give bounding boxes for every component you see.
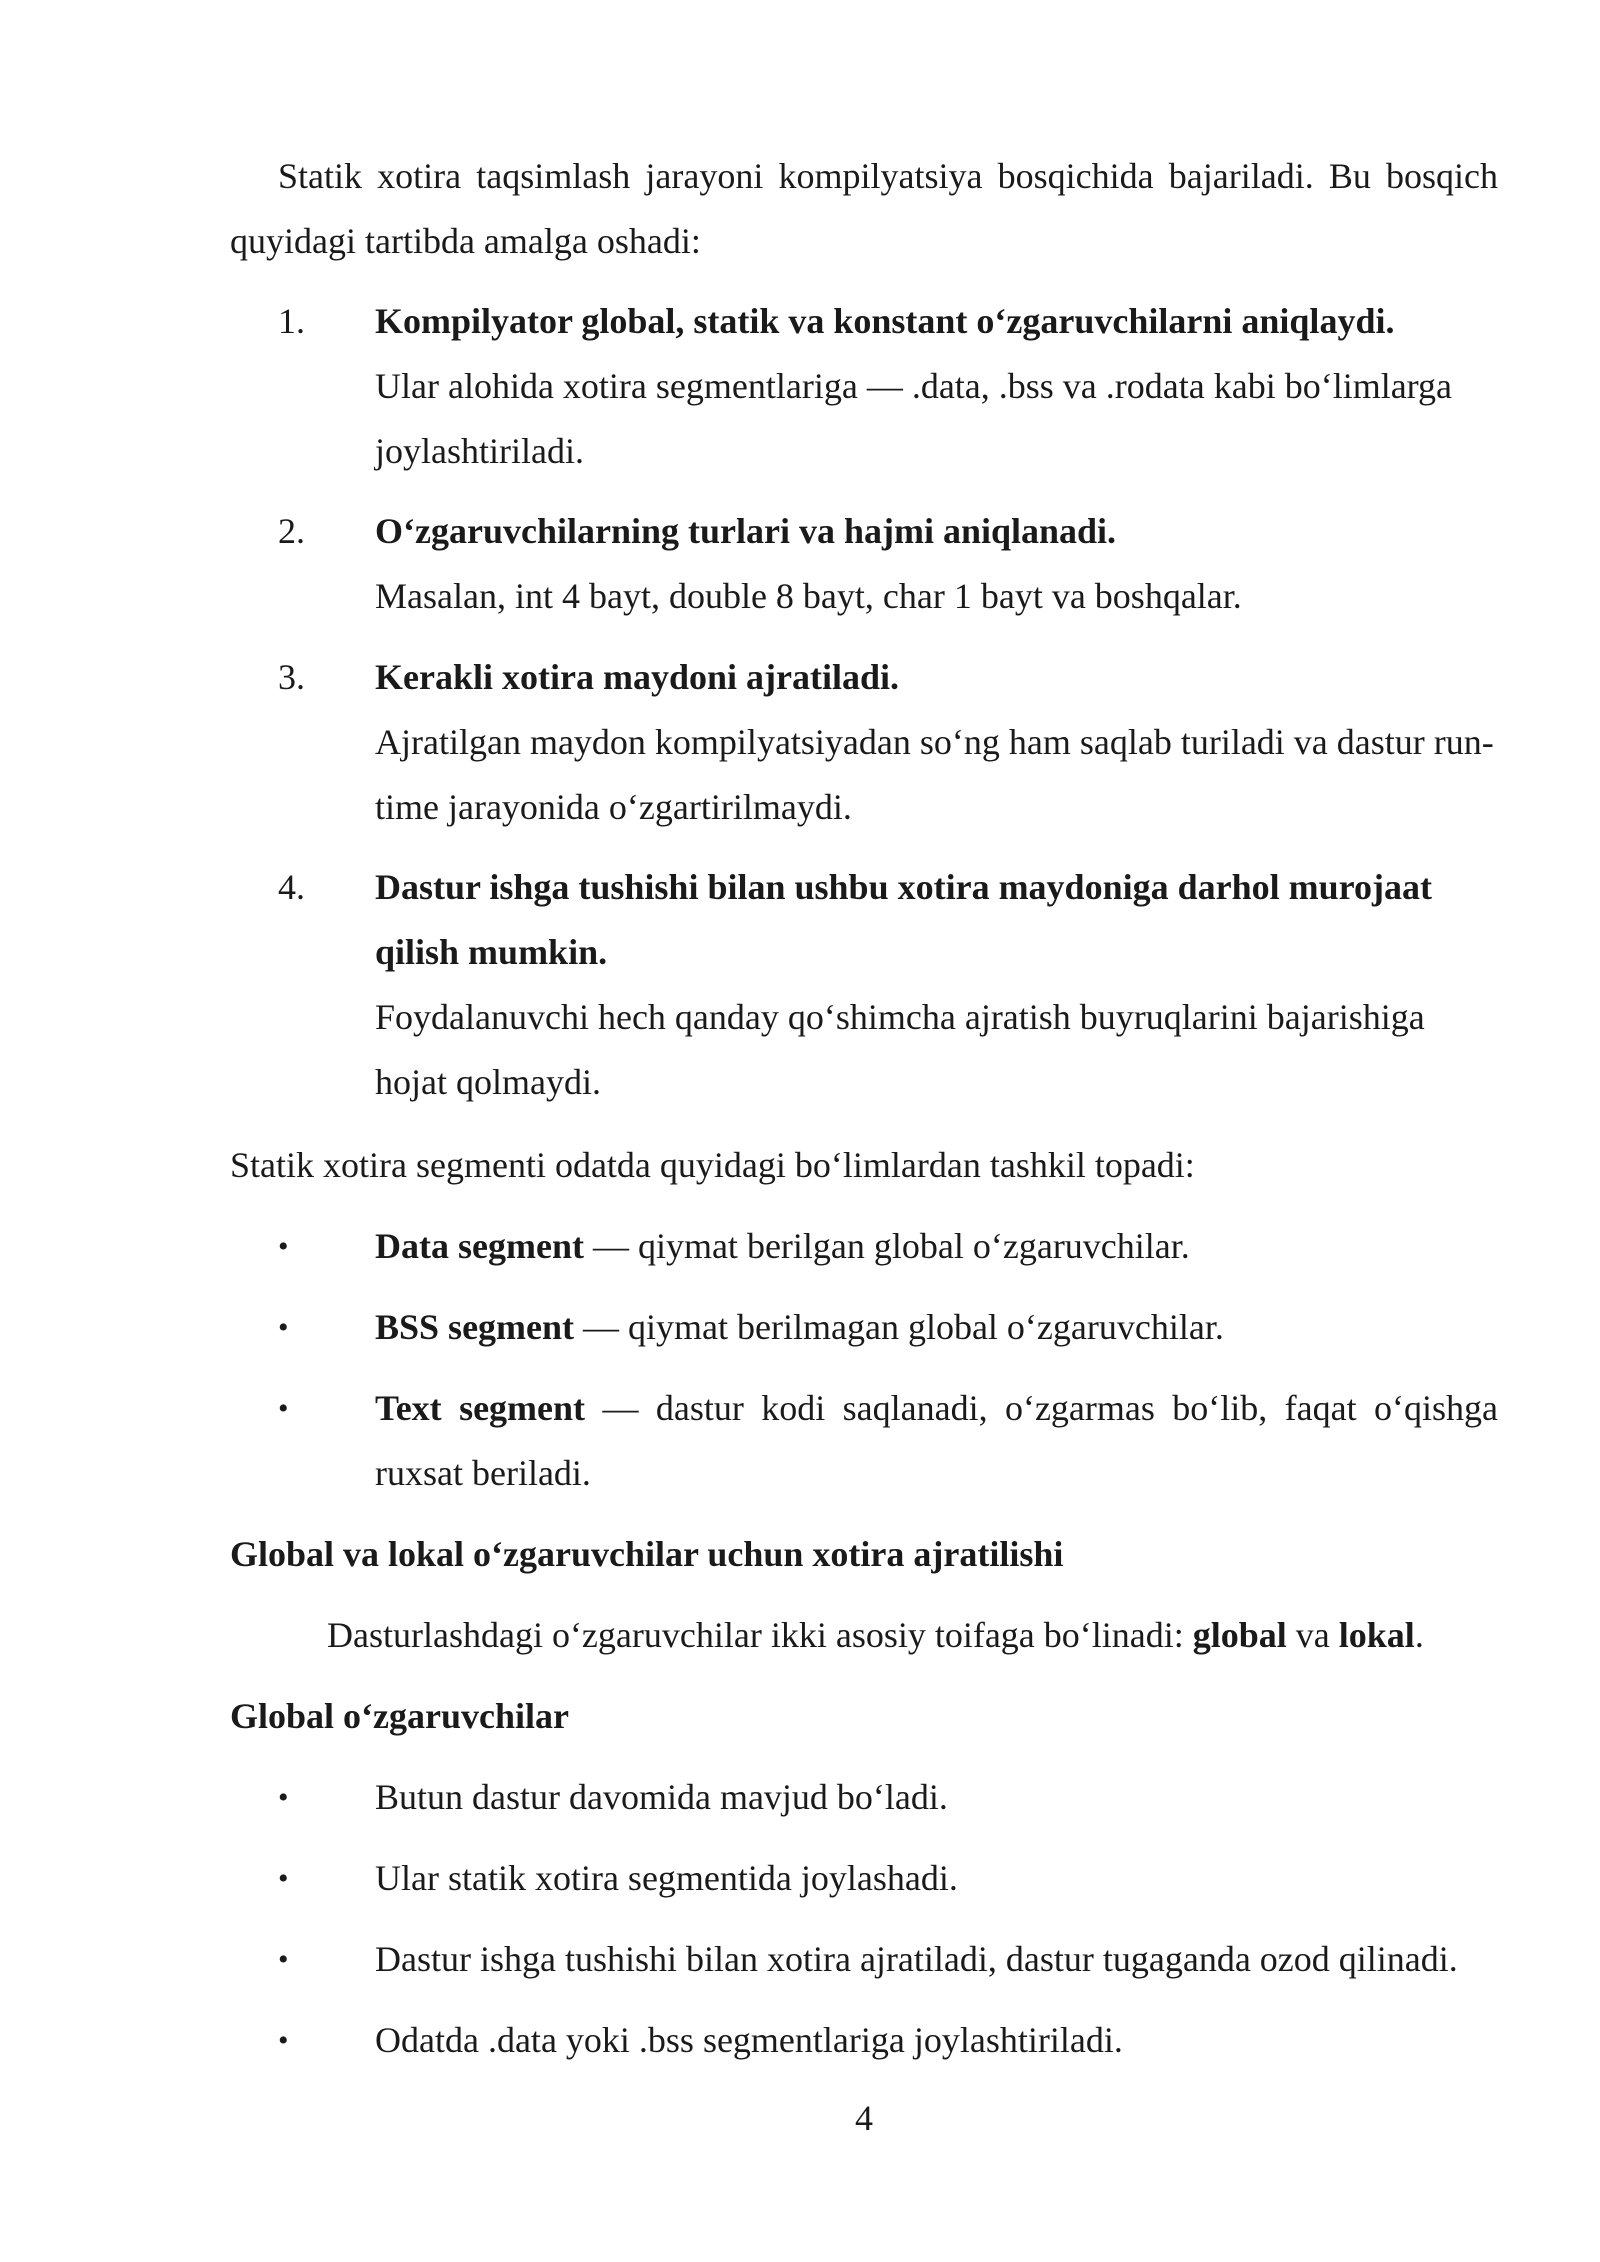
segment-desc: — qiymat berilgan global o‘zgaruvchilar. xyxy=(583,1226,1190,1266)
step-number: 1. xyxy=(278,301,305,341)
bullet-icon: • xyxy=(278,1311,289,1344)
step-title: Kerakli xotira maydoni ajratiladi. xyxy=(375,657,899,697)
term-lokal: lokal xyxy=(1338,1615,1415,1655)
step-desc: Ajratilgan maydon kompilyatsiyadan so‘ng ham saqlab turiladi va dastur run-time jarayonida o‘zgartirilmaydi. xyxy=(375,722,1494,827)
bullet-icon: • xyxy=(278,2024,289,2057)
bullet-icon: • xyxy=(278,1862,289,1895)
step-desc: Ular alohida xotira segmentlariga — .data, .bss va .rodata kabi bo‘limlarga joylashtiriladi. xyxy=(375,366,1452,471)
segments-intro: Statik xotira segmenti odatda quyidagi bo‘limlardan tashkil topadi: xyxy=(230,1145,1195,1185)
step-title: Dastur ishga tushishi bilan ushbu xotira maydoniga darhol murojaat qilish mumkin. xyxy=(375,867,1432,972)
step-title: Kompilyator global, statik va konstant o‘zgaruvchilarni aniqlaydi. xyxy=(375,301,1395,341)
step-number: 2. xyxy=(278,511,305,551)
step-body xyxy=(375,289,1498,484)
page-number: 4 xyxy=(855,2098,873,2138)
segment-term: Data segment xyxy=(375,1226,584,1266)
step-number: 4. xyxy=(278,867,305,907)
categories-paragraph: Dasturlashdagi o‘zgaruvchilar ikki asosiy toifaga bo‘linadi: global va lokal. xyxy=(327,1615,1424,1655)
intro-paragraph: Statik xotira taqsimlash jarayoni kompilyatsiya bosqichida bajariladi. Bu bosqich quyidagi tartibda amalga oshadi: xyxy=(230,156,1498,261)
section-heading: Global va lokal o‘zgaruvchilar uchun xotira ajratilishi xyxy=(230,1534,1064,1574)
bullet-icon: • xyxy=(278,1230,289,1263)
segment-desc: — qiymat berilmagan global o‘zgaruvchilar. xyxy=(574,1307,1224,1347)
segment-desc: — dastur kodi saqlanadi, o‘zgarmas bo‘lib, faqat o‘qishga ruxsat beriladi. xyxy=(375,1388,1498,1493)
step-body xyxy=(375,855,1498,1115)
bullet-icon: • xyxy=(278,1392,289,1425)
step-desc: Masalan, int 4 bayt, double 8 bayt, char 1 bayt va boshqalar. xyxy=(375,576,1242,616)
term-global: global xyxy=(1192,1615,1287,1655)
segment-term: Text segment xyxy=(375,1388,586,1428)
step-number: 3. xyxy=(278,657,305,697)
segment-term: BSS segment xyxy=(375,1307,575,1347)
step-body xyxy=(375,645,1498,840)
step-desc: Foydalanuvchi hech qanday qo‘shimcha ajratish buyruqlarini bajarishiga hojat qolmaydi. xyxy=(375,997,1425,1102)
step-title: O‘zgaruvchilarning turlari va hajmi aniqlanadi. xyxy=(375,511,1117,551)
bullet-icon: • xyxy=(278,1943,289,1976)
step-body xyxy=(375,499,1498,629)
bullet-icon: • xyxy=(278,1781,289,1814)
subsection-heading: Global o‘zgaruvchilar xyxy=(230,1696,569,1736)
